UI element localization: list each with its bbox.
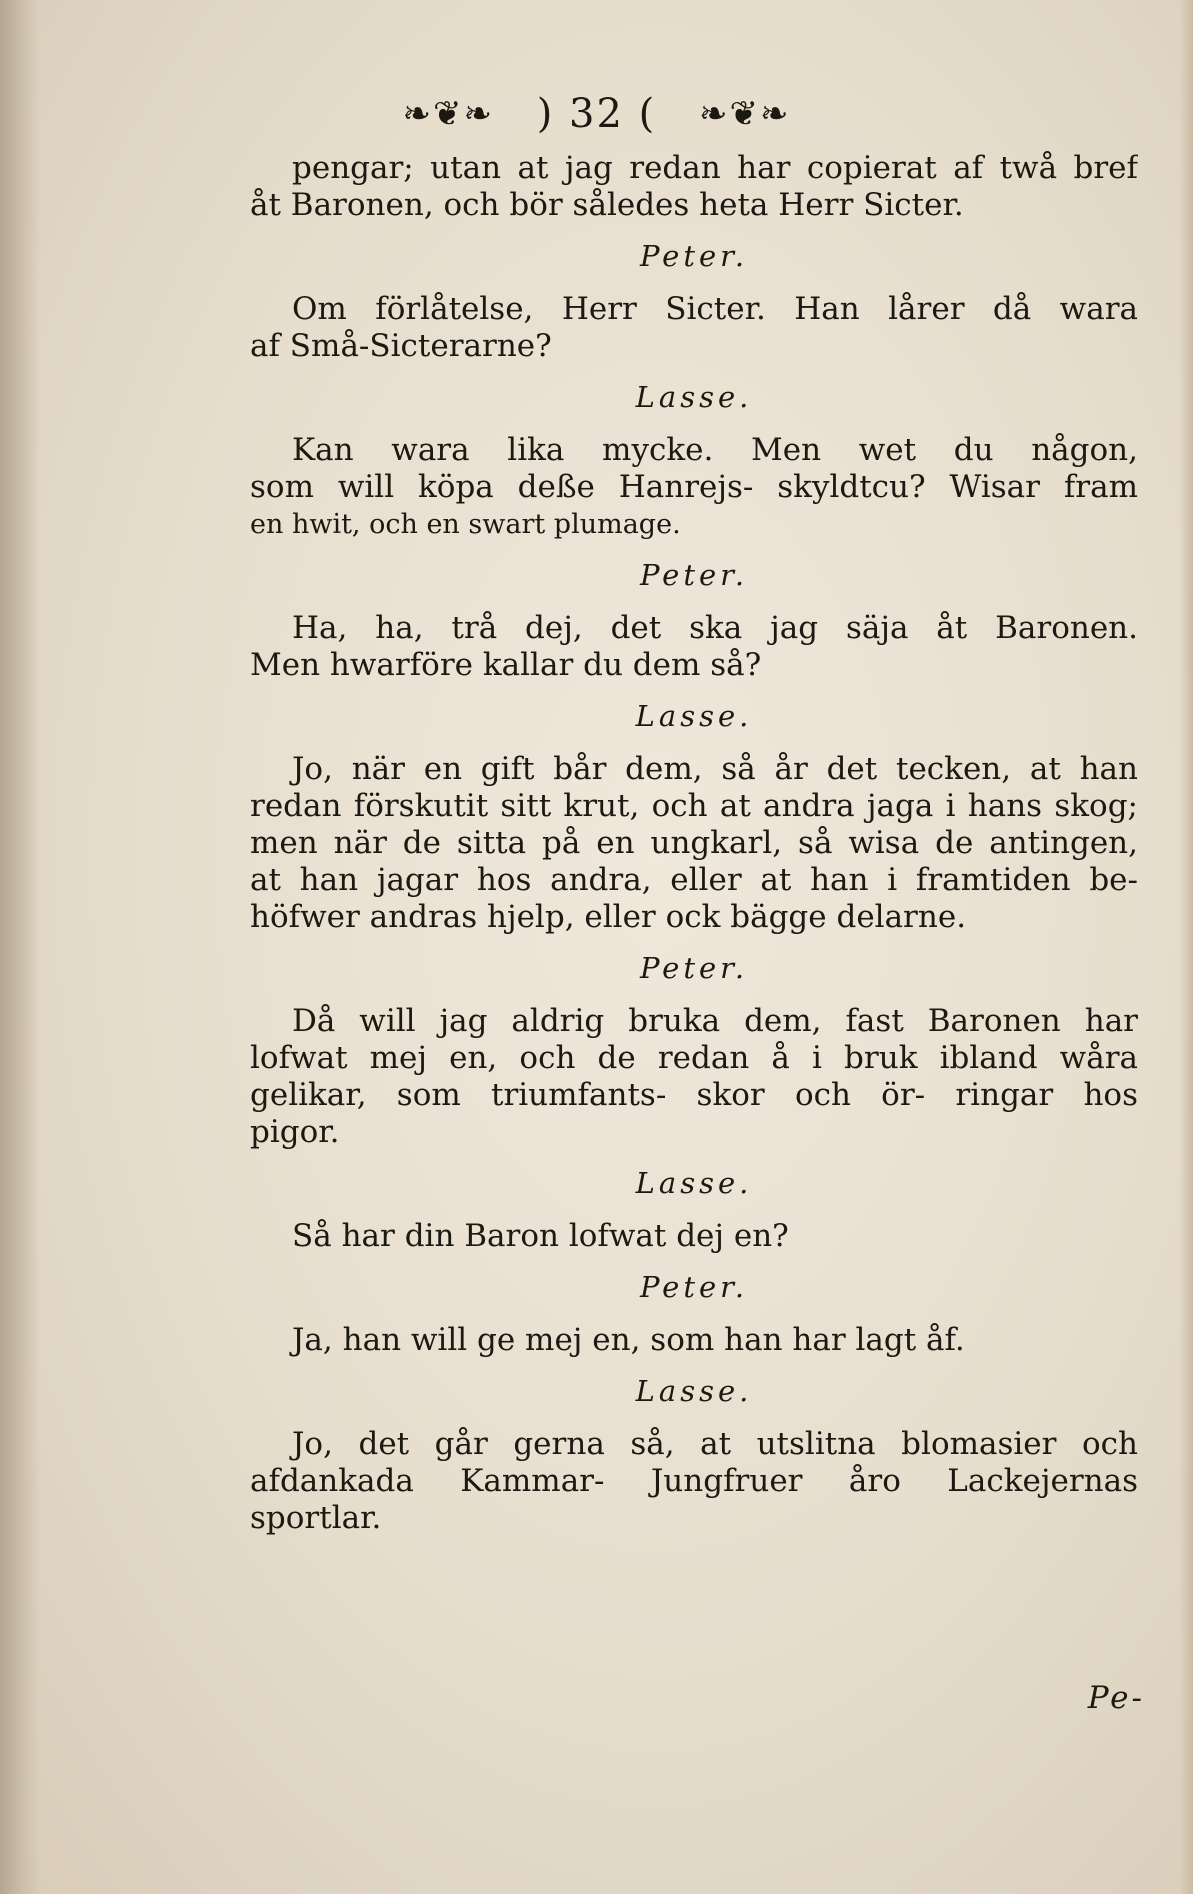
dialogue-paragraph <box>250 150 1138 224</box>
speaker-name: Peter. <box>639 951 749 985</box>
text-line: men när de sitta på en ungkarl, så wisa de antingen, <box>250 825 1138 861</box>
text-line: gelikar, som triumfants- skor och ör- ringar hos <box>250 1077 1138 1113</box>
text-line: af Små-Sicterarne? <box>250 328 552 364</box>
speaker-name: Peter. <box>639 558 749 592</box>
text-line: pigor. <box>250 1114 340 1150</box>
dialogue-paragraph <box>250 432 1138 543</box>
dialogue-paragraph <box>250 1426 1138 1537</box>
binding-shadow <box>0 0 40 1894</box>
speaker-name: Peter. <box>639 1270 749 1304</box>
text-line: redan förskutit sitt krut, och at andra jaga i hans skog; <box>250 788 1138 824</box>
dialogue-paragraph <box>250 751 1138 936</box>
play-text <box>250 150 1138 1537</box>
speaker-name: Lasse. <box>635 1166 753 1200</box>
text-line: som will köpa deße Hanrejs- skyldtcu? Wisar fram <box>250 469 1138 505</box>
page-header <box>0 88 1193 137</box>
text-line: pengar; utan at jag redan har copierat af twå bref <box>292 150 1138 186</box>
text-line: Jo, när en gift bår dem, så år det tecken, at han <box>292 751 1138 787</box>
text-line: Ha, ha, trå dej, det ska jag säja åt Baronen. <box>292 610 1138 646</box>
catchword: Pe- <box>1087 1680 1145 1716</box>
text-line: Då will jag aldrig bruka dem, fast Baronen har <box>292 1003 1138 1039</box>
text-line: höfwer andras hjelp, eller ock bägge delarne. <box>250 899 967 935</box>
page-number: ) 32 ( <box>536 91 657 137</box>
dialogue-paragraph <box>250 1218 1138 1255</box>
speaker-name: Peter. <box>639 239 749 273</box>
dialogue-paragraph <box>250 1322 1138 1359</box>
text-line: en hwit, och en swart plumage. <box>250 509 681 540</box>
text-line: Jo, det går gerna så, at utslitna blomasier och <box>292 1426 1138 1462</box>
text-line: Men hwarföre kallar du dem så? <box>250 647 762 683</box>
speaker-name: Lasse. <box>635 380 753 414</box>
text-line: afdankada Kammar- Jungfruer åro Lackejernas <box>250 1463 1138 1499</box>
text-line: Ja, han will ge mej en, som han har lagt åf. <box>292 1322 965 1358</box>
dialogue-paragraph <box>250 291 1138 365</box>
dialogue-paragraph <box>250 1003 1138 1151</box>
page-edge <box>1179 0 1193 1894</box>
dialogue-paragraph <box>250 610 1138 684</box>
text-line: Så har din Baron lofwat dej en? <box>292 1218 789 1254</box>
text-line: sportlar. <box>250 1500 382 1536</box>
speaker-name: Lasse. <box>635 699 753 733</box>
right-ornament-icon: ❧❦❧ <box>698 94 791 134</box>
text-line: at han jagar hos andra, eller at han i framtiden be- <box>250 862 1138 898</box>
text-line: Kan wara lika mycke. Men wet du någon, <box>292 432 1138 468</box>
speaker-name: Lasse. <box>635 1374 753 1408</box>
text-line: lofwat mej en, och de redan å i bruk ibland wåra <box>250 1040 1138 1076</box>
text-line: åt Baronen, och bör således heta Herr Sicter. <box>250 187 964 223</box>
left-ornament-icon: ❧❦❧ <box>402 94 494 134</box>
text-line: Om förlåtelse, Herr Sicter. Han lårer då wara <box>292 291 1138 327</box>
